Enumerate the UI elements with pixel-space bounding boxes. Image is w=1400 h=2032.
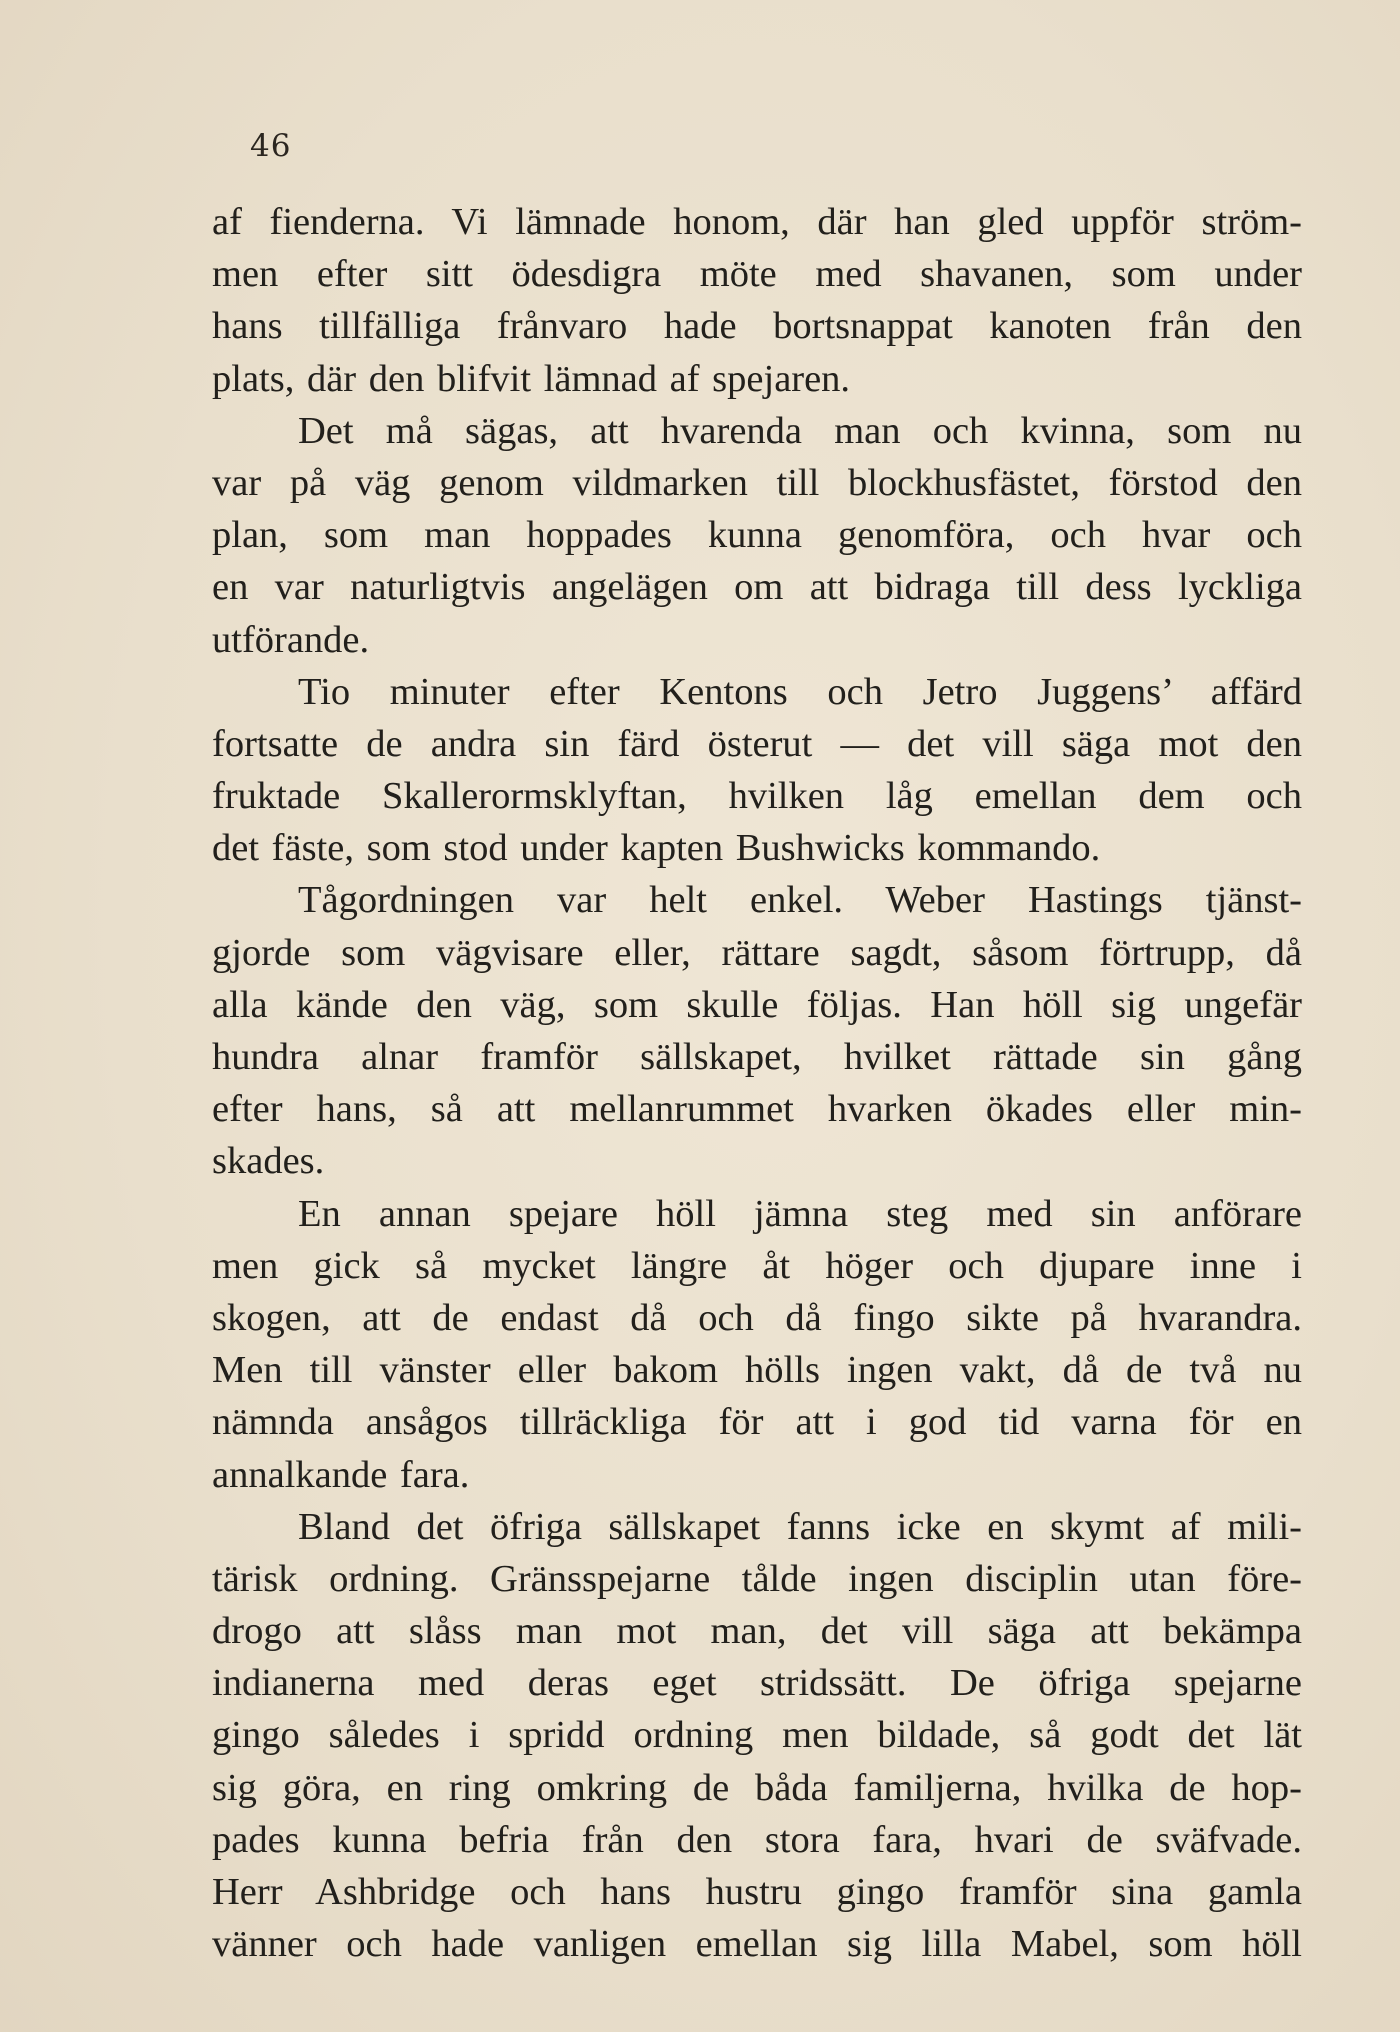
text-line: en var naturligtvis angelägen om att bidraga till dess lyckliga (212, 566, 1302, 609)
text-line: efter hans, så att mellanrummet hvarken ökades eller min- (212, 1088, 1302, 1131)
text-line: pades kunna befria från den stora fara, hvari de sväfvade. (212, 1818, 1302, 1861)
text-line: sig göra, en ring omkring de båda familjerna, hvilka de hop- (212, 1766, 1302, 1809)
text-line: nämnda ansågos tillräckliga för att i god tid varna för en (212, 1401, 1302, 1444)
text-line: Tågordningen var helt enkel. Weber Hastings tjänst- (298, 879, 1302, 922)
text-line: Herr Ashbridge och hans hustru gingo framför sina gamla (212, 1871, 1302, 1913)
text-line: men gick så mycket längre åt höger och djupare inne i (212, 1244, 1302, 1287)
body-text (212, 196, 1302, 1970)
text-line: Men till vänster eller bakom hölls ingen vakt, då de två nu (212, 1349, 1302, 1392)
text-line: En annan spejare höll jämna steg med sin anförare (298, 1192, 1302, 1235)
text-line: hundra alnar framför sällskapet, hvilket rättade sin gång (212, 1036, 1302, 1078)
text-line: tärisk ordning. Gränsspejarne tålde ingen disciplin utan före- (212, 1557, 1302, 1600)
text-line: Det må sägas, att hvarenda man och kvinna, som nu (298, 409, 1302, 452)
text-line: annalkande fara. (212, 1453, 470, 1496)
text-line: fortsatte de andra sin färd österut — det vill säga mot den (212, 722, 1302, 765)
text-line: fruktade Skallerormsklyftan, hvilken låg emellan dem och (212, 775, 1302, 818)
text-line: var på väg genom vildmarken till blockhusfästet, förstod den (212, 461, 1302, 504)
text-line: skogen, att de endast då och då fingo sikte på hvarandra. (212, 1296, 1302, 1339)
text-line: vänner och hade vanligen emellan sig lilla Mabel, som höll (212, 1923, 1302, 1966)
text-line: Bland det öfriga sällskapet fanns icke en skymt af mili- (298, 1505, 1302, 1548)
text-line: skades. (212, 1140, 325, 1183)
text-line: alla kände den väg, som skulle följas. Han höll sig ungefär (212, 983, 1302, 1026)
text-line: indianerna med deras eget stridssätt. De öfriga spejarne (212, 1662, 1302, 1705)
text-line: gjorde som vägvisare eller, rättare sagdt, såsom förtrupp, då (212, 931, 1302, 974)
text-line: plats, där den blifvit lämnad af spejaren. (212, 357, 851, 400)
text-line: hans tillfälliga frånvaro hade bortsnappat kanoten från den (212, 305, 1302, 348)
page-number: 46 (250, 128, 292, 164)
text-line: det fäste, som stod under kapten Bushwicks kommando. (212, 827, 1101, 870)
text-line: men efter sitt ödesdigra möte med shavanen, som under (212, 253, 1302, 296)
text-line: gingo således i spridd ordning men bildade, så godt det lät (212, 1714, 1302, 1757)
text-line: plan, som man hoppades kunna genomföra, och hvar och (212, 514, 1302, 557)
text-line: af fienderna. Vi lämnade honom, där han gled uppför ström- (212, 201, 1302, 243)
text-line: Tio minuter efter Kentons och Jetro Juggens’ affärd (298, 670, 1302, 713)
text-line: drogo att slåss man mot man, det vill säga att bekämpa (212, 1610, 1302, 1653)
text-line: utförande. (212, 618, 370, 661)
